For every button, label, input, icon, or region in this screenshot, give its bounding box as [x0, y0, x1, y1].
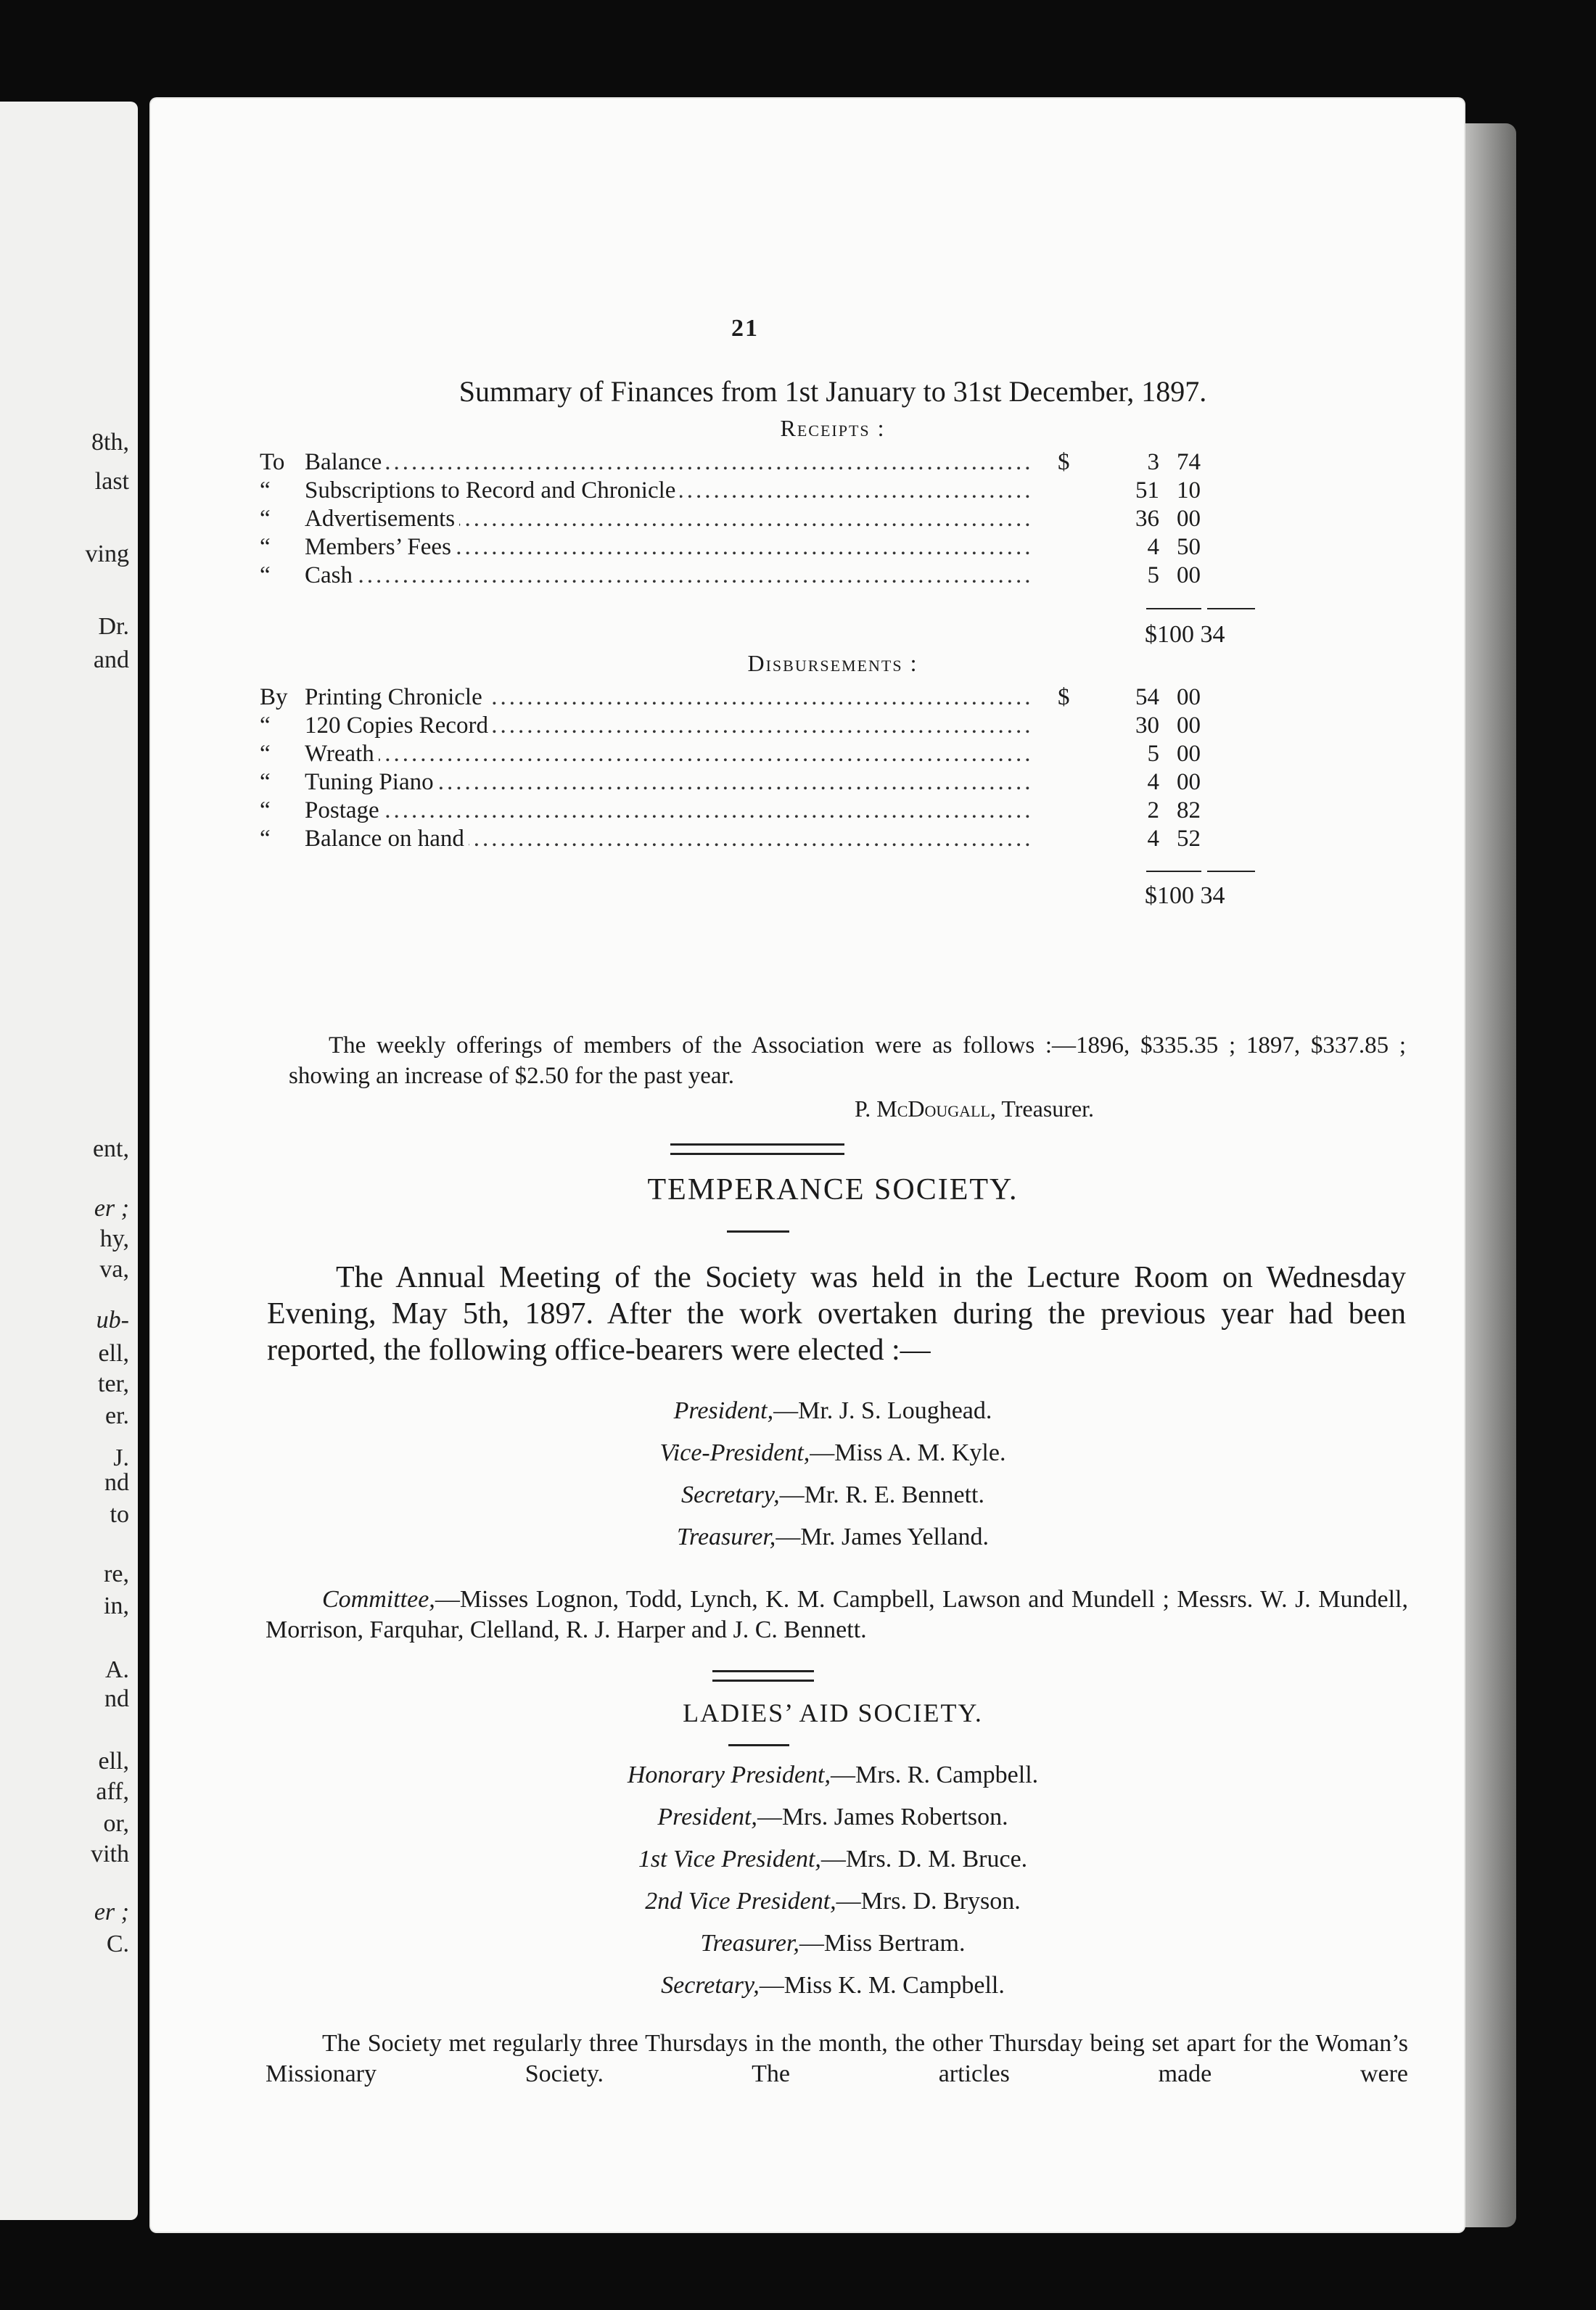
officer-role: Treasurer,: [700, 1930, 799, 1957]
ledger-prefix: “: [260, 534, 271, 560]
officer-entry: [300, 1524, 1366, 1551]
ledger-prefix: “: [260, 477, 271, 503]
ledger-description: [305, 797, 1030, 824]
receipts-total-rule: [1207, 608, 1255, 609]
facing-page-text-fragment: C.: [106, 1931, 129, 1957]
officer-entry: [300, 1888, 1366, 1915]
committee-role: Committee,: [322, 1586, 435, 1613]
ledger-row: [260, 448, 1391, 476]
ledger-row: [260, 768, 1391, 796]
facing-page-text-fragment: A.: [104, 1656, 129, 1683]
document-page: [151, 99, 1464, 2232]
ledger-row: [260, 505, 1391, 533]
officer-entry: [300, 1804, 1366, 1831]
disbursements-heading: Disbursements :: [747, 650, 918, 676]
ledger-prefix: “: [260, 741, 271, 767]
officer-entry: [300, 1972, 1366, 1999]
facing-page-text-fragment: er ;: [94, 1195, 129, 1222]
ledger-label: Advertisements: [305, 506, 459, 532]
officer-role: Honorary President,: [627, 1762, 831, 1788]
ledger-row: [260, 477, 1391, 504]
ledger-prefix: “: [260, 826, 271, 852]
temperance-committee: [266, 1584, 1408, 1645]
officer-entry: [300, 1439, 1366, 1467]
ledger-description: [305, 448, 1030, 476]
finance-summary-title: Summary of Finances from 1st January to 31st December, 1897.: [458, 375, 1207, 408]
ledger-row: [260, 533, 1391, 561]
officer-entry: [300, 1481, 1366, 1509]
ledger-description: [305, 505, 1030, 533]
ledger-label: Wreath: [305, 741, 379, 767]
ladies-aid-paragraph-text: The Society met regularly three Thursdays in the month, the other Thursday being set apart for the Woman’s Missionary Society. The articles made were: [266, 2030, 1408, 2087]
ledger-dollars: 4: [1147, 826, 1159, 852]
ledger-dollars: 4: [1147, 534, 1159, 560]
facing-page-text-fragment: or,: [103, 1810, 129, 1837]
ledger-label: Printing Chronicle: [305, 684, 487, 710]
receipts-heading: Receipts :: [780, 415, 886, 441]
ledger-description: [305, 712, 1030, 739]
offerings-text: The weekly offerings of members of the Association were as follows :—1896, $335.35 ; 1897, $337.85 ; showing an increase of $2.50 for the past year.: [289, 1032, 1406, 1089]
officer-name: —Mrs. D. M. Bruce.: [820, 1846, 1028, 1873]
ledger-prefix: “: [260, 712, 271, 739]
ledger-row: [260, 825, 1391, 852]
officer-entry: [300, 1762, 1366, 1789]
officer-name: —Mr. James Yelland.: [776, 1524, 990, 1550]
officer-role: Vice-President,: [659, 1439, 810, 1466]
heading-rule: [727, 1230, 789, 1233]
ledger-prefix: “: [260, 769, 271, 795]
facing-page-text-fragment: ub-: [96, 1307, 129, 1333]
facing-page-text-fragment: ell,: [98, 1340, 129, 1367]
ledger-cents: 52: [1177, 826, 1201, 852]
ledger-row: [260, 683, 1391, 711]
officer-name: —Mrs. R. Campbell.: [830, 1762, 1039, 1788]
facing-page-text-fragment: J.: [113, 1444, 129, 1471]
facing-page-text-fragment: ent,: [92, 1135, 129, 1162]
ledger-description: [305, 768, 1030, 796]
ledger-cents: 74: [1177, 449, 1201, 475]
ledger-label: Subscriptions to Record and Chronicle: [305, 477, 680, 503]
officer-name: —Mr. J. S. Loughead.: [773, 1397, 992, 1424]
treasurer-signature: [855, 1096, 1094, 1122]
facing-page-text-fragment: ter,: [98, 1370, 129, 1397]
ledger-prefix: By: [260, 684, 288, 710]
temperance-society-heading: TEMPERANCE SOCIETY.: [647, 1173, 1019, 1207]
ledger-cents: 00: [1177, 684, 1201, 710]
ledger-prefix: To: [260, 449, 285, 475]
ledger-row: [260, 562, 1391, 589]
ledger-cents: 50: [1177, 534, 1201, 560]
facing-page-text-fragment: to: [110, 1501, 129, 1528]
facing-page-text-fragment: ving: [85, 540, 129, 567]
ledger-dollar-sign: $: [1058, 684, 1070, 710]
ledger-description: [305, 562, 1030, 589]
facing-page-text-fragment: aff,: [96, 1778, 129, 1805]
facing-page-text-fragment: ell,: [98, 1748, 129, 1775]
ledger-prefix: “: [260, 797, 271, 823]
receipts-total-rule: [1146, 608, 1201, 609]
ledger-dollars: 5: [1147, 562, 1159, 588]
page-number: 21: [731, 315, 759, 342]
facing-page-text-fragment: hy,: [99, 1225, 129, 1252]
facing-page-text-fragment: vith: [91, 1841, 129, 1867]
officer-name: —Miss A. M. Kyle.: [810, 1439, 1006, 1466]
ledger-row: [260, 797, 1391, 824]
section-divider: [712, 1670, 814, 1682]
officer-name: —Miss K. M. Campbell.: [759, 1972, 1005, 1999]
ledger-cents: 00: [1177, 741, 1201, 767]
officer-name: —Mr. R. E. Bennett.: [779, 1481, 985, 1508]
officer-role: 2nd Vice President,: [645, 1888, 836, 1915]
treasurer-role: Treasurer.: [995, 1096, 1095, 1122]
ledger-prefix: “: [260, 562, 271, 588]
ledger-label: Members’ Fees: [305, 534, 456, 560]
ledger-dollars: 36: [1135, 506, 1159, 532]
ledger-label: Tuning Piano: [305, 769, 438, 795]
officer-entry: [300, 1930, 1366, 1957]
officer-role: President,: [673, 1397, 774, 1424]
ledger-cents: 10: [1177, 477, 1201, 503]
ledger-cents: 00: [1177, 562, 1201, 588]
ledger-row: [260, 740, 1391, 768]
officer-name: —Miss Bertram.: [799, 1930, 966, 1957]
facing-page-text-fragment: er.: [104, 1402, 129, 1429]
officer-role: Secretary,: [680, 1481, 780, 1508]
facing-page-text-fragment: er ;: [94, 1899, 129, 1925]
facing-page-text-fragment: nd: [104, 1685, 129, 1712]
temperance-paragraph: [267, 1259, 1406, 1368]
temperance-paragraph-text: The Annual Meeting of the Society was held in the Lecture Room on Wednesday Evening, May 5th, 1897. After the work overtaken during the previous year had been reported, the following office-bearers were elected :—: [267, 1261, 1406, 1367]
facing-page-text-fragment: re,: [104, 1561, 129, 1587]
officer-name: —Mrs. D. Bryson.: [836, 1888, 1021, 1915]
ledger-label: Balance: [305, 449, 386, 475]
disbursements-total: $100 34: [1145, 882, 1225, 909]
facing-page-text-fragment: 8th,: [91, 429, 129, 456]
ledger-label: 120 Copies Record: [305, 712, 493, 739]
ledger-dollars: 4: [1147, 769, 1159, 795]
ledger-dollars: 54: [1135, 684, 1159, 710]
officer-role: President,: [657, 1804, 757, 1830]
receipts-total: $100 34: [1145, 621, 1225, 648]
ledger-row: [260, 712, 1391, 739]
ledger-dollar-sign: $: [1058, 449, 1070, 475]
ledger-label: Balance on hand: [305, 826, 469, 852]
ledger-description: [305, 825, 1030, 852]
ledger-dollars: 51: [1135, 477, 1159, 503]
disbursements-total-rule: [1207, 871, 1255, 872]
ledger-dollars: 2: [1147, 797, 1159, 823]
ledger-description: [305, 533, 1030, 561]
ledger-prefix: “: [260, 506, 271, 532]
ledger-label: Postage: [305, 797, 384, 823]
treasurer-name: P. McDougall,: [855, 1096, 996, 1122]
facing-page-text-fragment: and: [93, 646, 129, 673]
ledger-dollars: 30: [1135, 712, 1159, 739]
ledger-cents: 00: [1177, 769, 1201, 795]
ledger-dollars: 3: [1147, 449, 1159, 475]
facing-page-text-fragment: va,: [99, 1256, 129, 1283]
facing-page-fragment: [0, 102, 138, 2220]
ledger-dollars: 5: [1147, 741, 1159, 767]
disbursements-total-rule: [1146, 871, 1201, 872]
facing-page-text-fragment: last: [94, 468, 129, 495]
section-divider: [670, 1143, 844, 1155]
ladies-aid-society-heading: LADIES’ AID SOCIETY.: [683, 1698, 983, 1727]
officer-name: —Mrs. James Robertson.: [757, 1804, 1008, 1830]
ledger-cents: 82: [1177, 797, 1201, 823]
ladies-aid-paragraph: [266, 2029, 1408, 2089]
ledger-cents: 00: [1177, 506, 1201, 532]
heading-rule: [728, 1744, 789, 1746]
officer-entry: [300, 1846, 1366, 1873]
ledger-description: [305, 683, 1030, 711]
ledger-description: [305, 477, 1030, 504]
officer-role: 1st Vice President,: [638, 1846, 821, 1873]
facing-page-text-fragment: Dr.: [98, 613, 129, 640]
ledger-label: Cash: [305, 562, 357, 588]
officer-role: Secretary,: [661, 1972, 760, 1999]
officer-role: Treasurer,: [676, 1524, 776, 1550]
facing-page-text-fragment: nd: [104, 1469, 129, 1496]
ledger-cents: 00: [1177, 712, 1201, 739]
officer-entry: [300, 1397, 1366, 1425]
facing-page-text-fragment: in,: [104, 1592, 129, 1619]
committee-members: —Misses Lognon, Todd, Lynch, K. M. Campbell, Lawson and Mundell ; Messrs. W. J. Mundell, Morrison, Farquhar, Clelland, R. J. Harper and J. C. Bennett.: [266, 1586, 1408, 1643]
offerings-note: [289, 1030, 1406, 1091]
ledger-description: [305, 740, 1030, 768]
